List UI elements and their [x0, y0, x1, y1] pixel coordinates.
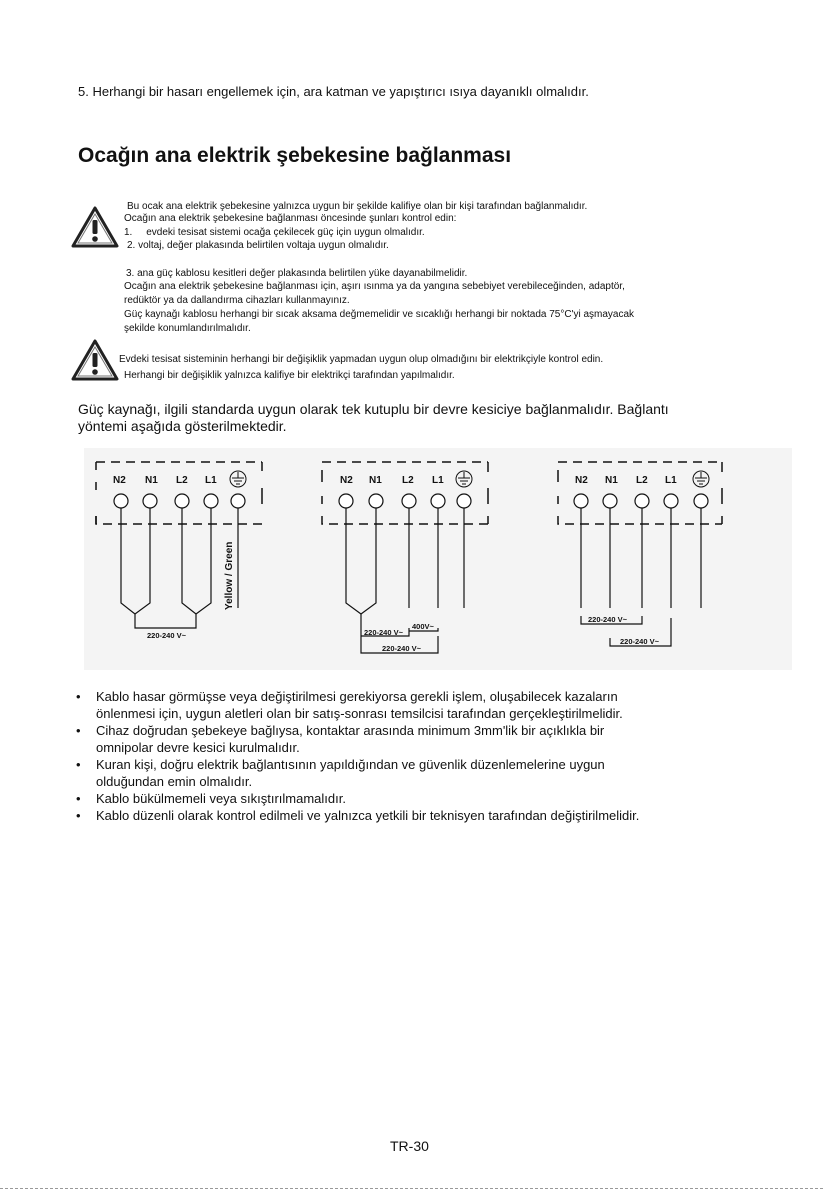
d2-voltage-label-b: 400V~	[412, 622, 434, 631]
terminal-label-n2: N2	[113, 475, 126, 486]
d2-voltage-label-a: 220-240 V~	[364, 628, 403, 637]
yellow-green-wire-label: Yellow / Green	[224, 541, 235, 610]
terminal-label-l1: L1	[432, 475, 444, 486]
list-item: • Kablo bükülmemeli veya sıkıştırılmamalıdır.	[76, 790, 756, 807]
ground-symbol-icon	[693, 471, 709, 487]
warning-triangle-icon	[70, 338, 120, 382]
warning-1-line-3: 1. evdeki tesisat sistemi ocağa çekilecek güç için uygun olmalıdır.	[124, 227, 425, 238]
warning-1-line-7: redüktör ya da dallandırma cihazları kullanmayınız.	[124, 295, 350, 306]
warning-1-line-6: Ocağın ana elektrik şebekesine bağlanması için, aşırı ısınma ya da yangına sebebiyet verebileceğinden, adaptör,	[124, 281, 625, 292]
safety-bullet-list	[76, 688, 756, 824]
note-5: 5. Herhangi bir hasarı engellemek için, ara katman ve yapıştırıcı ısıya dayanıklı olmalıdır.	[78, 84, 589, 99]
terminal-label-l1: L1	[665, 475, 677, 486]
warning-1-line-1: Bu ocak ana elektrik şebekesine yalnızca uygun bir şekilde kalifiye olan bir kişi tarafından bağlanmalıdır.	[127, 201, 588, 212]
list-item: • Kablo düzenli olarak kontrol edilmeli ve yalnızca yetkili bir teknisyen tarafından değiştirilmelidir.	[76, 807, 756, 824]
warning-1-line-4: 2. voltaj, değer plakasında belirtilen voltaja uygun olmalıdır.	[127, 240, 389, 251]
warning-1-line-8: Güç kaynağı kablosu herhangi bir sıcak aksama değmemelidir ve sıcaklığı herhangi bir noktada 75°C'yi aşmayacak	[124, 309, 635, 320]
wiring-diagram	[84, 448, 792, 670]
d1-voltage-label: 220-240 V~	[147, 631, 186, 640]
warning-triangle-icon	[70, 205, 120, 249]
terminal-label-l2: L2	[402, 475, 414, 486]
terminal-label-n1: N1	[369, 475, 382, 486]
terminal-label-n2: N2	[575, 475, 588, 486]
warning-2-line-1: Evdeki tesisat sisteminin herhangi bir değişiklik yapmadan uygun olup olmadığını bir elektrikçiyle kontrol edin.	[119, 354, 604, 365]
list-item: • Cihaz doğrudan şebekeye bağlıysa, kontaktar arasında minimum 3mm'lik bir açıklıkla bir omnipolar devre kesici kurulmalıdır.	[76, 722, 756, 756]
terminal-label-n1: N1	[145, 475, 158, 486]
ground-symbol-icon	[230, 471, 246, 487]
diagram-3	[558, 462, 722, 646]
warning-1-line-2: Ocağın ana elektrik şebekesine bağlanması öncesinde şunları kontrol edin:	[124, 213, 457, 224]
page-bottom-edge	[0, 1188, 823, 1189]
d2-voltage-label-c: 220-240 V~	[382, 644, 421, 653]
section-heading: Ocağın ana elektrik şebekesine bağlanması	[78, 144, 512, 167]
terminal-label-l1: L1	[205, 475, 217, 486]
d3-voltage-label-a: 220-240 V~	[588, 615, 627, 624]
page-number: TR-30	[390, 1138, 429, 1154]
diagram-1	[96, 462, 262, 640]
warning-1-line-5: 3. ana güç kablosu kesitleri değer plakasında belirtilen yüke dayanabilmelidir.	[126, 268, 468, 279]
terminal-label-n2: N2	[340, 475, 353, 486]
d3-voltage-label-b: 220-240 V~	[620, 637, 659, 646]
diagram-2	[322, 462, 488, 653]
terminal-label-n1: N1	[605, 475, 618, 486]
terminal-label-l2: L2	[176, 475, 188, 486]
intro-line-1: Güç kaynağı, ilgili standarda uygun olarak tek kutuplu bir devre kesiciye bağlanmalıdır. Bağlantı	[78, 401, 669, 417]
list-item: • Kuran kişi, doğru elektrik bağlantısının yapıldığından ve güvenlik düzenlemelerine uygun olduğundan emin olmalıdır.	[76, 756, 756, 790]
warning-2-line-2: Herhangi bir değişiklik yalnızca kalifiye bir elektrikçi tarafından yapılmalıdır.	[124, 370, 455, 381]
intro-line-2: yöntemi aşağıda gösterilmektedir.	[78, 418, 287, 434]
warning-1-line-9: şekilde konumlandırılmalıdır.	[124, 323, 251, 334]
terminal-label-l2: L2	[636, 475, 648, 486]
list-item: • Kablo hasar görmüşse veya değiştirilmesi gerekiyorsa gerekli işlem, oluşabilecek kazaların önlenmesi için, uygun aletleri olan bir satış-sonrası temsilcisi tarafından gerçekleştirilmelidir.	[76, 688, 756, 722]
ground-symbol-icon	[456, 471, 472, 487]
